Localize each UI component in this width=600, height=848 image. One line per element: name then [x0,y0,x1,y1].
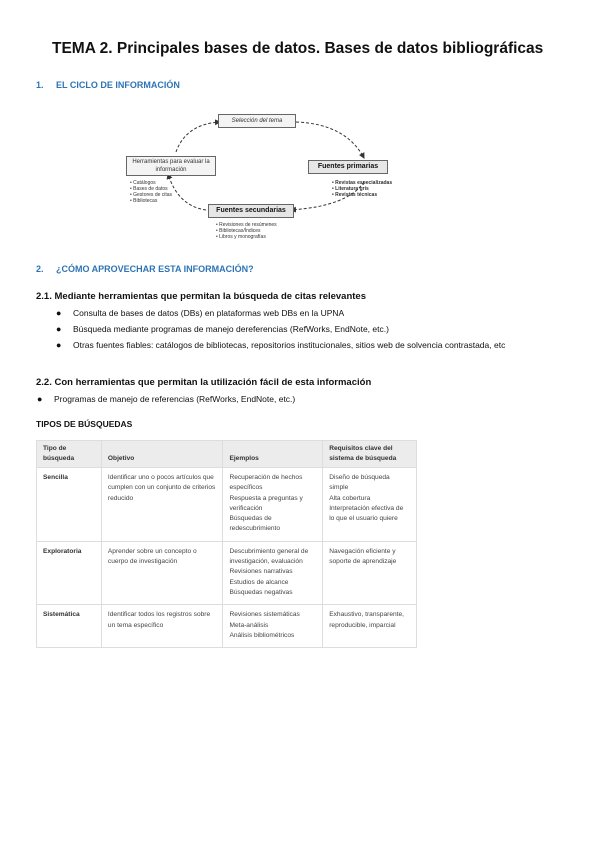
bullet-text: Consulta de bases de datos (DBs) en plataformas web DBs en la UPNA [73,308,345,318]
bullet-item [56,322,563,336]
search-types-table [36,440,417,648]
subsection-2-2-number: 2.2. [36,377,52,388]
primary-sources-list: • Revistas especializadas • Literatura gris • Revistas técnicas [332,180,393,198]
bullet-item [37,392,544,406]
subsection-2-2-heading [36,377,371,388]
header-cell: Tipo de búsqueda [37,441,102,468]
page-title: TEMA 2. Principales bases de datos. Bases de datos bibliográficas [52,40,544,57]
subsection-2-1-number: 2.1. [36,291,52,302]
information-cycle-diagram [126,110,416,250]
primary-sources-box: Fuentes primarias [308,160,388,174]
table-cell: Aprender sobre un concepto o cuerpo de investigación [101,541,223,604]
table-row [37,605,417,648]
bullet-icon: ● [56,340,62,350]
section-2-heading [36,264,254,274]
secondary-sources-box: Fuentes secundarias [208,204,294,218]
bullet-item [56,338,563,352]
header-cell: Ejemplos [223,441,323,468]
section-1-number: 1. [36,80,44,90]
bullet-icon: ● [56,324,62,334]
section-1-heading [36,80,180,90]
selection-topic-box: Selección del tema [218,114,296,128]
header-cell: Objetivo [101,441,223,468]
bullet-item [56,306,563,320]
evaluation-tools-box: Herramientas para evaluar la información [126,156,216,176]
table-cell: Navegación eficiente y soporte de aprendizaje [323,541,417,604]
bullet-icon: ● [56,308,62,318]
bullet-icon: ● [37,394,43,404]
table-row [37,468,417,542]
table-cell: Identificar todos los registros sobre un tema específico [101,605,223,648]
table-cell: Diseño de búsqueda simple Alta cobertura Interpretación efectiva de lo que el usuario quiere [323,468,417,542]
section-2-number: 2. [36,264,44,274]
table-cell: Identificar uno o pocos artículos que cumplen con un conjunto de criterios reducido [101,468,223,542]
header-cell: Requisitos clave del sistema de búsqueda [323,441,417,468]
table-row [37,541,417,604]
bullet-text: Otras fuentes fiables: catálogos de bibliotecas, repositorios institucionales, sitios web de solvencia contrastada, etc [73,340,506,350]
table-cell: Revisiones sistemáticas Meta-análisis Análisis bibliométricos [223,605,323,648]
subsection-2-1-heading [36,291,366,302]
table-cell: Recuperación de hechos específicos Respuesta a preguntas y verificación Búsquedas de redescubrimiento [223,468,323,542]
search-types-heading: TIPOS DE BÚSQUEDAS [36,419,133,429]
section-1-label: EL CICLO DE INFORMACIÓN [56,80,180,90]
table-cell: Sistemática [37,605,102,648]
table-cell: Descubrimiento general de investigación, evaluación Revisiones narrativas Estudios de alcance Búsquedas negativas [223,541,323,604]
table-cell: Sencilla [37,468,102,542]
table-cell: Exhaustivo, transparente, reproducible, imparcial [323,605,417,648]
secondary-sources-list: • Revisiones de resúmenes • Bibliotecas/Índices • Libros y monografías [216,222,277,240]
subsection-2-1-label: Mediante herramientas que permitan la búsqueda de citas relevantes [54,291,366,302]
evaluation-tools-list: • Catálogos • Bases de datos • Gestores de citas • Bibliotecas [130,180,173,204]
table-cell: Exploratoria [37,541,102,604]
table-header-row [37,441,417,468]
bullet-text: Búsqueda mediante programas de manejo dereferencias (RefWorks, EndNote, etc.) [73,324,389,334]
section-2-label: ¿CÓMO APROVECHAR ESTA INFORMACIÓN? [56,264,254,274]
subsection-2-2-label: Con herramientas que permitan la utilización fácil de esta información [54,377,372,388]
bullet-text: Programas de manejo de referencias (RefWorks, EndNote, etc.) [54,394,296,404]
